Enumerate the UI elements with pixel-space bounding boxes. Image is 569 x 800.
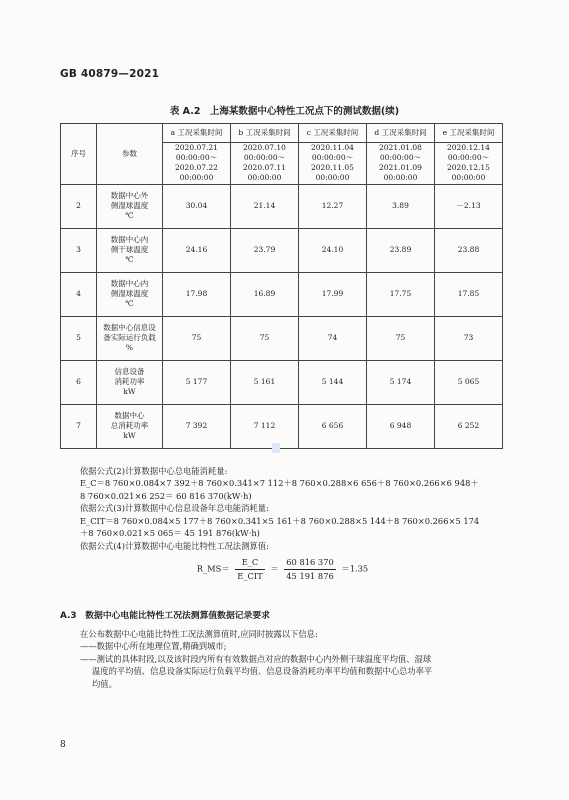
fraction-symbolic-numerator: E_C — [235, 556, 264, 569]
row-value: 24.16 — [163, 228, 231, 272]
row-value: 17.75 — [367, 272, 435, 316]
table-row — [61, 360, 503, 404]
row-param-line: 数据中心 — [114, 410, 145, 420]
row-param-line: 数据中心外 — [110, 190, 149, 200]
row-param-line: % — [125, 343, 134, 353]
table-title: 表 A.2 上海某数据中心特性工况点下的测试数据(续) — [169, 106, 400, 117]
row-param-line: ℃ — [125, 211, 134, 221]
section-body — [60, 628, 505, 690]
row-value: 6 948 — [367, 404, 435, 448]
row-value: －2.13 — [435, 184, 503, 228]
row-param-line: kW — [123, 431, 136, 441]
row-value: 5 065 — [435, 360, 503, 404]
standard-code: GB 40879—2021 — [60, 68, 160, 80]
condition-time-d: 2021.01.08 00:00:00～ 2021.01.09 00:00:00 — [367, 143, 435, 185]
formula-ecit-line-2: ＋8 760×0.021×5 065＝ 45 191 876(kW·h) — [80, 528, 260, 539]
row-param-line: 数据中心信息设 — [103, 322, 156, 332]
list-item-location: ——数据中心所在地理位置,精确到城市; — [80, 641, 227, 652]
row-index: 4 — [61, 272, 97, 316]
formula-ecit-line-1: E_CIT＝8 760×0.084×5 177＋8 760×0.341×5 161＋8 760×0.288×5 144＋8 760×0.266×5 174 — [80, 515, 480, 526]
table-row — [61, 316, 503, 360]
row-value: 23.88 — [435, 228, 503, 272]
row-value: 6 656 — [299, 404, 367, 448]
row-param — [97, 360, 163, 404]
row-value: 23.79 — [231, 228, 299, 272]
list-item-period-line-2: 温度的平均值、信息设备实际运行负载平均值、信息设备消耗功率平均值和数据中心总功率平 — [92, 666, 433, 677]
formula-rms-result: ＝1.35 — [341, 563, 369, 574]
row-value: 5 174 — [367, 360, 435, 404]
row-value: 17.85 — [435, 272, 503, 316]
row-param-line: 侧湿球温度 — [110, 288, 149, 298]
row-value: 5 161 — [231, 360, 299, 404]
row-index: 5 — [61, 316, 97, 360]
section-intro: 在公布数据中心电能比特性工况法测算值时,应同时披露以下信息: — [80, 629, 318, 639]
condition-time-c: 2020.11.04 00:00:00～ 2020.11.05 00:00:00 — [299, 143, 367, 185]
list-item-period-line-1: ——测试的具体时段,以及该时段内所有有效数据点对应的数据中心内外侧干球温度平均值、湿球 — [80, 653, 432, 664]
row-param-line: ℃ — [125, 255, 134, 265]
condition-label-d: d 工况采集时间 — [367, 124, 435, 143]
row-param — [97, 404, 163, 448]
calculation-block — [60, 465, 505, 582]
formula-ec-line-1: E_C＝8 760×0.084×7 392＋8 760×0.341×7 112＋8 760×0.288×6 656＋8 760×0.266×6 948＋ — [80, 478, 479, 489]
row-value: 30.04 — [163, 184, 231, 228]
condition-label-b: b 工况采集时间 — [231, 124, 299, 143]
row-param-line: 备实际运行负载 — [103, 332, 156, 342]
row-value: 16.89 — [231, 272, 299, 316]
formula-ec-line-2: 8 760×0.021×6 252＝ 60 816 370(kW·h) — [80, 490, 252, 501]
row-value: 73 — [435, 316, 503, 360]
table-row — [61, 184, 503, 228]
row-param — [97, 272, 163, 316]
row-param-line: 数据中心内 — [110, 278, 149, 288]
row-index: 2 — [61, 184, 97, 228]
row-value: 3.89 — [367, 184, 435, 228]
fraction-symbolic — [235, 556, 264, 582]
scan-mark — [272, 443, 280, 453]
row-value: 74 — [299, 316, 367, 360]
row-value: 5 177 — [163, 360, 231, 404]
row-index: 7 — [61, 404, 97, 448]
row-value: 7 392 — [163, 404, 231, 448]
fraction-symbolic-denominator: E_CIT — [237, 570, 263, 581]
row-param-line: 总消耗功率 — [110, 420, 149, 430]
row-value: 24.10 — [299, 228, 367, 272]
calc-paragraph-1: 依据公式(2)计算数据中心总电能消耗量: — [80, 466, 228, 476]
row-param-line: 侧湿球温度 — [110, 200, 149, 210]
condition-time-e: 2020.12.14 00:00:00～ 2020.12.15 00:00:00 — [435, 143, 503, 185]
formula-rms-equals: ＝ — [270, 563, 279, 574]
fraction-numeric-denominator: 45 191 876 — [286, 570, 334, 581]
condition-label-c: c 工况采集时间 — [299, 124, 367, 143]
test-data-table — [60, 123, 503, 449]
row-value: 5 144 — [299, 360, 367, 404]
row-param-line: 数据中心内 — [110, 234, 149, 244]
row-value: 6 252 — [435, 404, 503, 448]
fraction-numeric-numerator: 60 816 370 — [284, 556, 336, 569]
row-value: 75 — [231, 316, 299, 360]
row-param-line: ℃ — [125, 299, 134, 309]
row-value: 21.14 — [231, 184, 299, 228]
header-param: 参数 — [97, 124, 163, 185]
row-index: 6 — [61, 360, 97, 404]
row-value: 17.99 — [299, 272, 367, 316]
row-param-line: 侧干球温度 — [110, 244, 149, 254]
calc-paragraph-2: 依据公式(3)计算数据中心信息设备年总电能消耗量: — [80, 503, 269, 514]
table-row — [61, 228, 503, 272]
formula-rms-lhs: R_MS＝ — [196, 563, 230, 574]
row-param — [97, 316, 163, 360]
header-index: 序号 — [61, 124, 97, 185]
section-heading: A.3 数据中心电能比特性工况法测算值数据记录要求 — [60, 611, 270, 621]
calc-paragraph-3: 依据公式(4)计算数据中心电能比特性工况法测算值: — [80, 540, 269, 551]
row-value: 75 — [163, 316, 231, 360]
row-param-line: kW — [123, 387, 136, 397]
table-row — [61, 272, 503, 316]
row-value: 7 112 — [231, 404, 299, 448]
row-index: 3 — [61, 228, 97, 272]
row-param-line: 信息设备 — [114, 366, 145, 376]
row-value: 23.89 — [367, 228, 435, 272]
page-number: 8 — [60, 740, 66, 750]
row-value: 75 — [367, 316, 435, 360]
condition-time-b: 2020.07.10 00:00:00～ 2020.07.11 00:00:00 — [231, 143, 299, 185]
row-param-line: 消耗功率 — [114, 376, 145, 386]
condition-label-e: e 工况采集时间 — [435, 124, 503, 143]
row-param — [97, 228, 163, 272]
condition-label-a: a 工况采集时间 — [163, 124, 231, 143]
condition-time-a: 2020.07.21 00:00:00～ 2020.07.22 00:00:00 — [163, 143, 231, 185]
row-param — [97, 184, 163, 228]
row-value: 17.98 — [163, 272, 231, 316]
list-item-period-line-3: 均值。 — [92, 678, 117, 689]
formula-rms — [60, 556, 505, 582]
table-row — [61, 404, 503, 448]
fraction-numeric — [284, 556, 336, 582]
row-value: 12.27 — [299, 184, 367, 228]
